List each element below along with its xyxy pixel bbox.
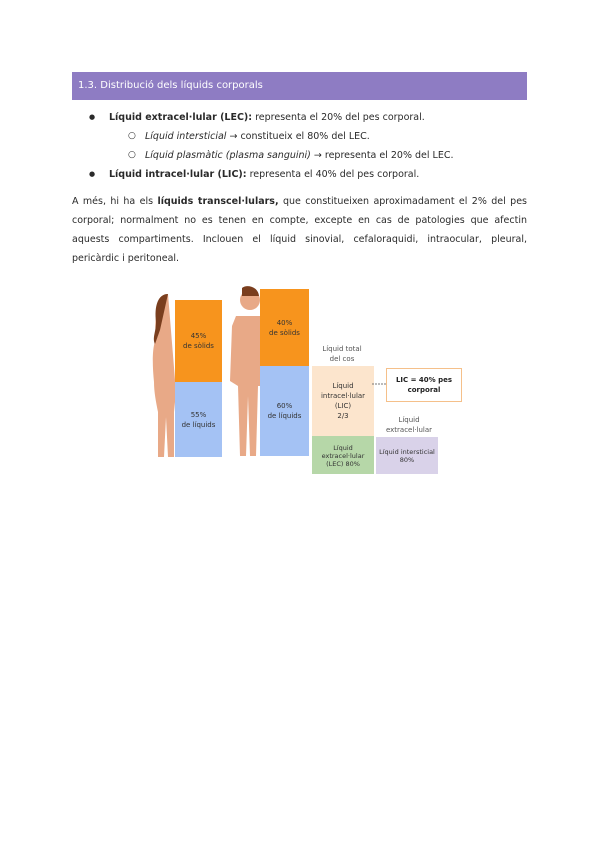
total-label-line2: del cos xyxy=(329,355,355,363)
woman-solids-box xyxy=(175,300,222,382)
transcellular-paragraph xyxy=(72,192,527,268)
woman-solids-label: de sòlids xyxy=(183,342,214,350)
lic-line4: 2/3 xyxy=(337,412,349,420)
inter-line2: intersticial xyxy=(400,447,435,456)
man-liquids-pct: 60% xyxy=(276,402,293,410)
man-solids-label: de sòlids xyxy=(269,328,300,337)
lic-term: Líquid intracel·lular (LIC): xyxy=(109,169,247,180)
inter-line1: Líquid xyxy=(379,447,399,456)
lec-final xyxy=(312,437,374,474)
man-liquids-label: de líquids xyxy=(267,412,302,420)
woman-solids-pct: 45% xyxy=(190,332,207,340)
para-post: que constitueixen aproximadament el 2% del pes corporal; normalment no es tenen en compte, excepte en cas de patologies que afectin aquests compartiments. Inclouen el líquid sinovial, cefaloraquidi, intraocular, pleural, pericàrdic i peritoneal. xyxy=(72,196,528,264)
extra-label-line1: Líquid xyxy=(398,416,420,424)
intersticial-term: Líquid intersticial xyxy=(145,131,227,142)
woman-liquids-pct: 55% xyxy=(190,410,207,419)
total-fluid-label xyxy=(312,344,372,364)
lic-line1: Líquid xyxy=(332,382,354,390)
intersticial-text: → constitueix el 80% del LEC. xyxy=(226,131,370,142)
bullet-plasmatic xyxy=(72,146,527,165)
extra-label-line2: extracel·lular xyxy=(385,426,433,434)
lec-line3: (LEC) xyxy=(326,459,344,468)
lec-line1: Líquid xyxy=(333,443,353,452)
lec-line4: 80% xyxy=(343,459,360,468)
lec-text: representa el 20% del pes corporal. xyxy=(252,112,425,123)
lic-text: representa el 40% del pes corporal. xyxy=(246,169,420,180)
bullet-intersticial xyxy=(72,127,527,146)
callout-connector xyxy=(372,382,388,386)
section-title: 1.3. Distribució dels líquids corporals xyxy=(78,80,263,91)
man-solids-box xyxy=(260,289,309,366)
lec-line2: extracel·lular xyxy=(321,451,365,460)
lic-box xyxy=(312,366,374,436)
para-term: líquids transcel·lulars, xyxy=(157,196,279,207)
lic-line2: intracel·lular xyxy=(320,392,366,400)
woman-liquids-box xyxy=(175,382,222,457)
man-solids-pct: 40% xyxy=(276,318,293,327)
lic-callout xyxy=(386,368,462,402)
bullet-lic xyxy=(72,165,527,184)
woman-liquids-label: de líquids xyxy=(181,420,216,429)
callout-line2: corporal xyxy=(407,386,441,394)
total-label-line1: Líquid total xyxy=(322,345,362,353)
man-liquids-box xyxy=(260,366,309,456)
content xyxy=(72,108,527,268)
lec-term: Líquid extracel·lular (LEC): xyxy=(109,112,253,123)
para-pre: A més, hi ha els xyxy=(72,196,158,207)
interstitial-final xyxy=(376,437,438,474)
section-header xyxy=(72,72,527,100)
bullet-lec xyxy=(72,108,527,127)
extracellular-label xyxy=(378,415,440,435)
inter-line3: 80% xyxy=(399,455,415,464)
plasmatic-text: → representa el 20% del LEC. xyxy=(310,150,454,161)
callout-line1: LIC = 40% pes xyxy=(395,376,453,384)
plasmatic-term: Líquid plasmàtic (plasma sanguini) xyxy=(145,150,311,161)
lic-line3: (LIC) xyxy=(334,402,352,410)
